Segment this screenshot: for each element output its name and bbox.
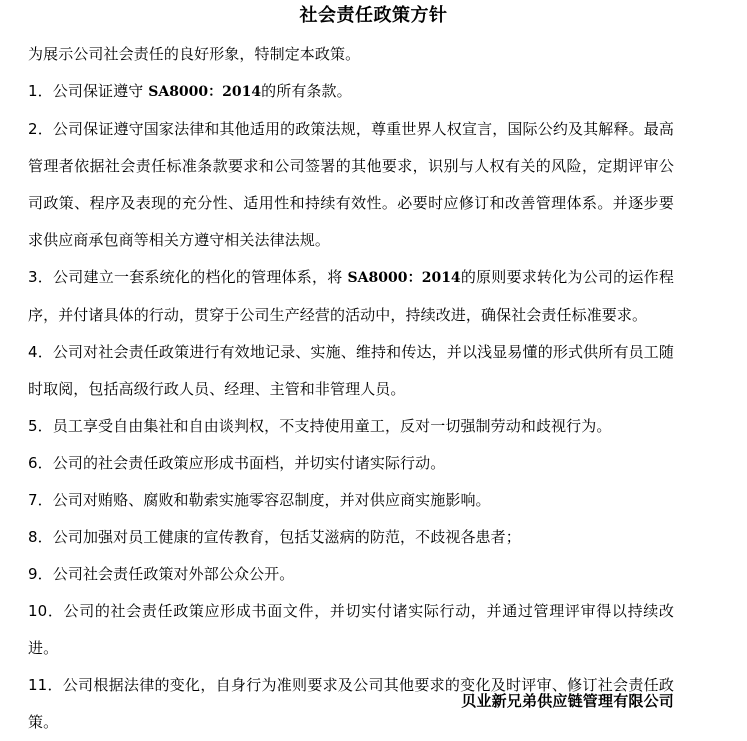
policy-item-number: 10． bbox=[28, 602, 64, 620]
policy-item-text: 员工享受自由集社和自由谈判权，不支持使用童工，反对一切强制劳动和歧视行为。 bbox=[52, 417, 612, 435]
page-title: 社会责任政策方针 bbox=[299, 5, 448, 26]
policy-item-number: 3． bbox=[28, 268, 54, 286]
policy-item bbox=[28, 519, 674, 556]
policy-item-number: 7． bbox=[28, 491, 53, 509]
policy-item-text: 公司社会责任政策对外部公众公开。 bbox=[52, 565, 295, 583]
policy-item-text: 公司加强对员工健康的宣传教育，包括艾滋病的防范，不歧视各患者； bbox=[52, 528, 521, 546]
policy-item bbox=[28, 259, 674, 334]
policy-item-number: 1． bbox=[28, 82, 53, 100]
policy-item-text-tail: 的原则要求转化为公司的运作程序，并付诸具体的行动，贯穿于公司生产经营的活动中，持续改进，确保社会责任标准要求。 bbox=[28, 268, 674, 324]
policy-item-number: 5． bbox=[28, 417, 53, 435]
policy-item bbox=[28, 445, 674, 482]
policy-item bbox=[28, 111, 674, 259]
policy-item-number: 6． bbox=[28, 454, 53, 472]
policy-item-text: 公司对社会责任政策进行有效地记录、实施、维持和传达，并以浅显易懂的形式供所有员工随时取阅，包括高级行政人员、经理、主管和非管理人员。 bbox=[28, 343, 675, 398]
standard-label: SA8000：2014 bbox=[148, 84, 262, 100]
policy-item bbox=[28, 73, 674, 111]
policy-item-text: 公司对贿赂、腐败和勒索实施零容忍制度，并对供应商实施影响。 bbox=[52, 491, 491, 509]
footer-company-name: 贝业新兄弟供应链管理有限公司 bbox=[461, 692, 674, 710]
policy-item-number: 11． bbox=[28, 676, 63, 694]
policy-item bbox=[28, 556, 674, 593]
policy-item-text: 公司根据法律的变化，自身行为准则要求及公司其他要求的变化及时评审、修订社会责任政策。 bbox=[28, 676, 674, 731]
policy-item-text: 公司的社会责任政策应形成书面档，并切实付诸实际行动。 bbox=[52, 454, 446, 472]
policy-item-number: 9． bbox=[28, 565, 53, 583]
policy-item-text: 公司保证遵守国家法律和其他适用的政策法规，尊重世界人权宣言，国际公约及其解释。最高管理者依据社会责任标准条款要求和公司签署的其他要求，识别与人权有关的风险，定期评审公司政策、程序及表现的充分性、适用性和持续有效性。必要时应修订和改善管理体系。并逐步要求供应商承包商等相关方遵守相关法律法规。 bbox=[28, 120, 675, 249]
policy-item bbox=[28, 593, 674, 667]
intro-paragraph: 为展示公司社会责任的良好形象，特制定本政策。 bbox=[28, 45, 361, 63]
policy-item-text: 公司建立一套系统化的档化的管理体系，将 bbox=[53, 268, 348, 286]
policy-item-number: 2． bbox=[28, 120, 53, 138]
policy-item bbox=[28, 334, 674, 408]
policy-item-text: 公司的社会责任政策应形成书面文件，并切实付诸实际行动，并通过管理评审得以持续改进。 bbox=[28, 602, 675, 657]
policy-item-text-tail: 的所有条款。 bbox=[261, 82, 352, 100]
policy-item-text: 公司保证遵守 bbox=[52, 82, 149, 100]
document-body bbox=[28, 36, 674, 741]
policy-item bbox=[28, 408, 674, 445]
policy-item-number: 8． bbox=[28, 528, 53, 546]
policy-item bbox=[28, 482, 674, 519]
policy-item-number: 4． bbox=[28, 343, 53, 361]
standard-label: SA8000：2014 bbox=[347, 270, 461, 286]
